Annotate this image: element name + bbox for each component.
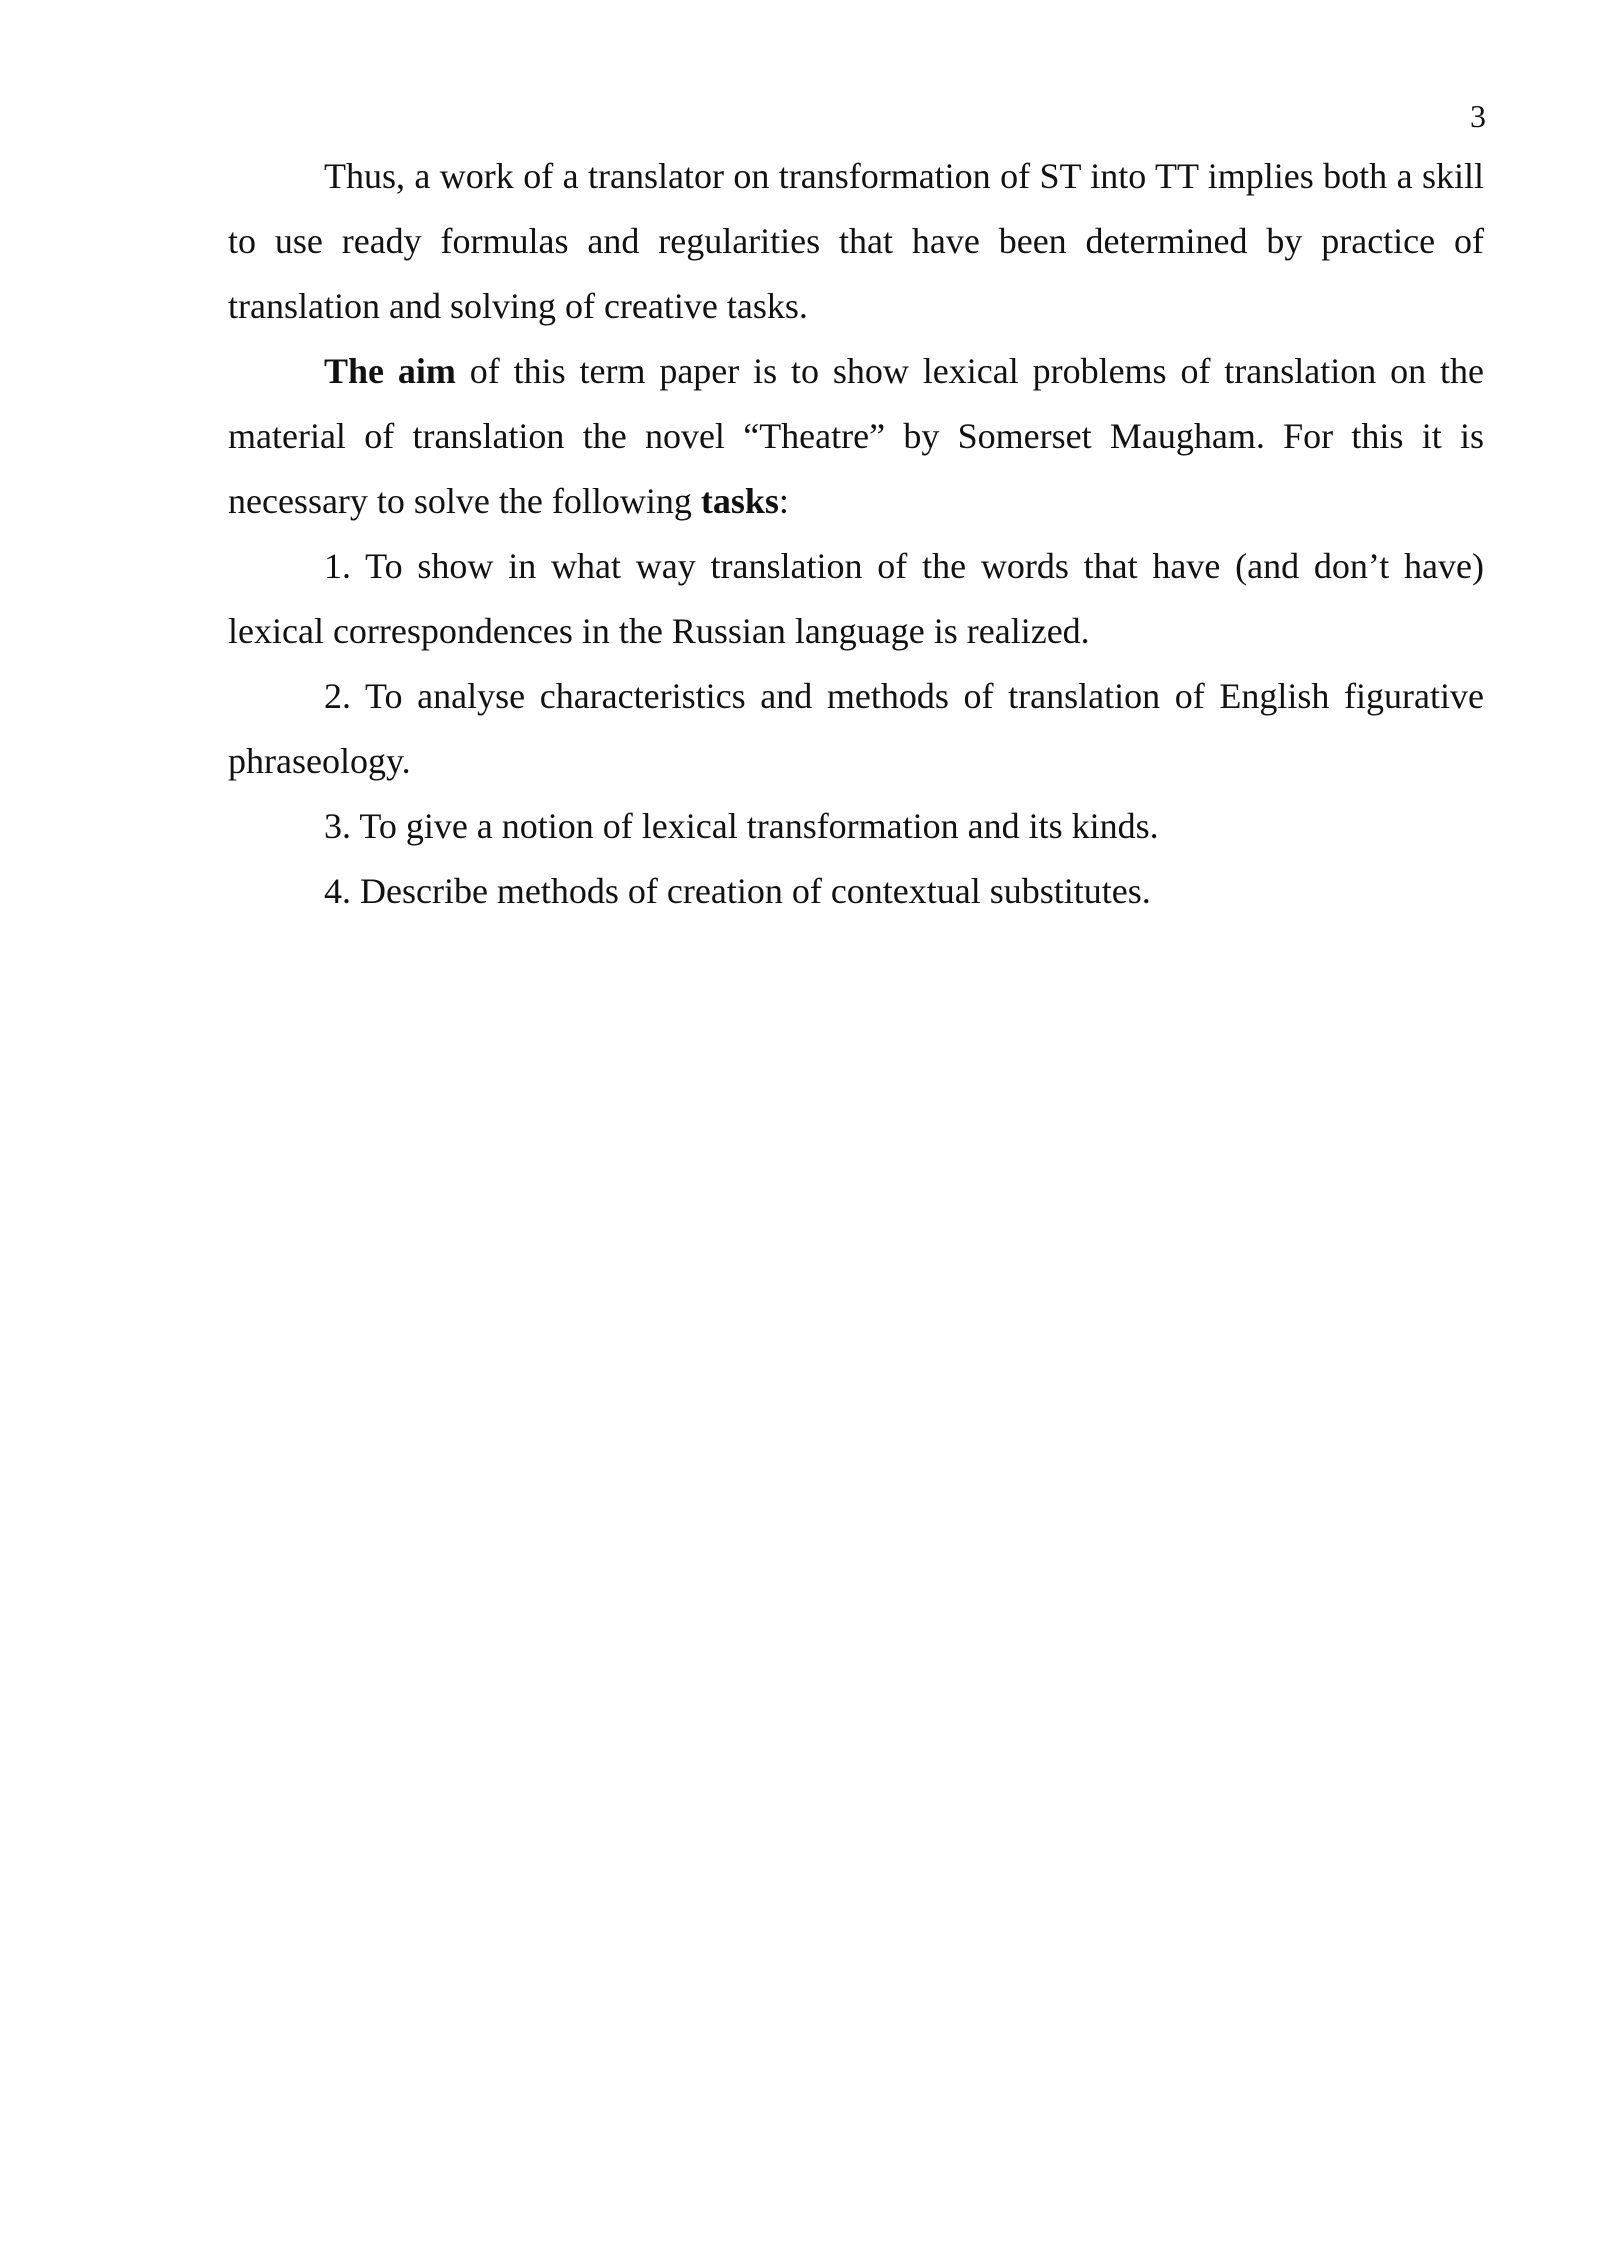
aim-label: The aim (324, 351, 456, 391)
task-item-1: 1. To show in what way translation of the words that have (and don’t have) lexical correspondences in the Russian language is realized. (228, 546, 1484, 651)
body-text (228, 144, 1484, 924)
tasks-label: tasks (700, 481, 779, 521)
aim-text: of this term paper is to show lexical problems of translation on the material of translation the novel “Theatre” by Somerset Maugham. For this it is necessary to solve the following (228, 351, 1484, 521)
task-item-3: 3. To give a notion of lexical transformation and its kinds. (324, 806, 1159, 846)
task-item-4: 4. Describe methods of creation of contextual substitutes. (324, 871, 1151, 911)
task-item-2: 2. To analyse characteristics and methods of translation of English figurative phraseology. (228, 676, 1484, 781)
aim-paragraph (228, 339, 1484, 534)
page-number: 3 (1470, 98, 1486, 134)
aim-end: : (778, 481, 789, 521)
intro-paragraph: Thus, a work of a translator on transformation of ST into TT implies both a skill to use ready formulas and regularities that have been determined by practice of translation and solving of creative tasks. (228, 156, 1484, 326)
